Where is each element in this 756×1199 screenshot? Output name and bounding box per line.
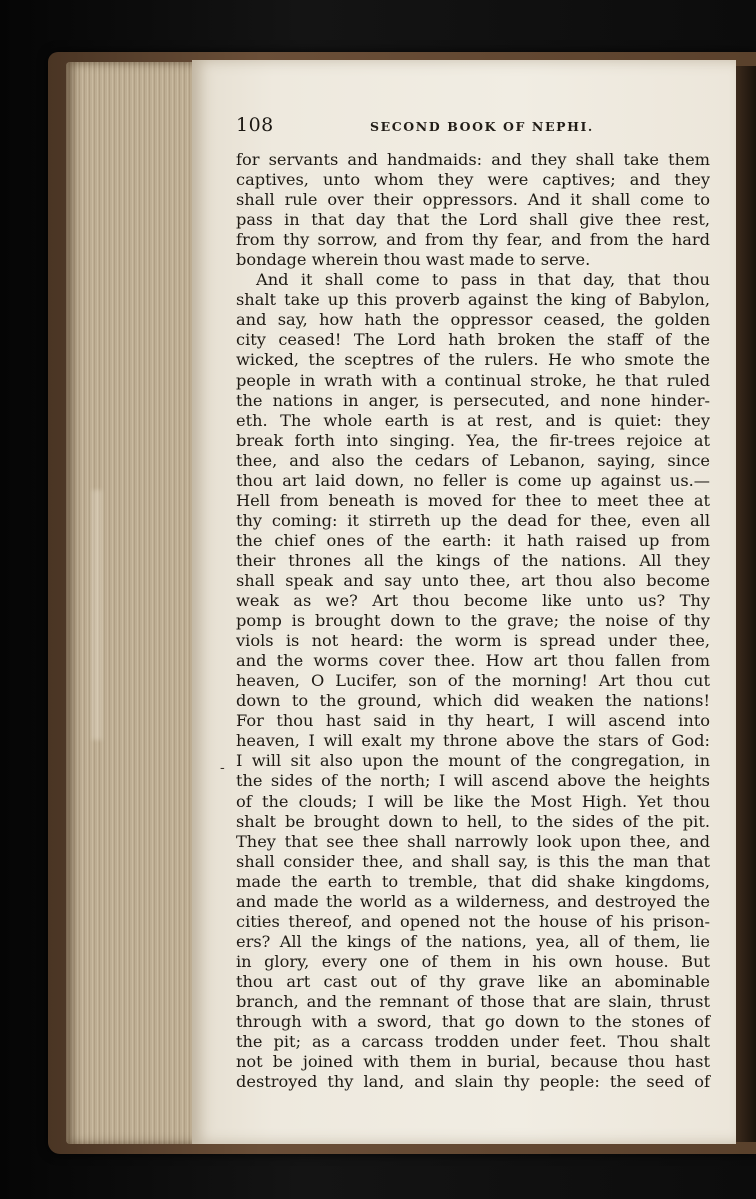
text-line: thee, and also the cedars of Lebanon, saying, since <box>236 450 710 470</box>
text-line: captives, unto whom they were captives; and they <box>236 170 710 190</box>
text-line: city ceased! The Lord hath broken the staff of the <box>236 330 710 350</box>
text-line: thou art laid down, no feller is come up against us.— <box>236 470 710 490</box>
running-title: SECOND BOOK OF NEPHI. <box>370 119 594 134</box>
text-line: destroyed thy land, and slain thy people: the seed of <box>236 1072 710 1092</box>
text-line: eth. The whole earth is at rest, and is quiet: they <box>236 410 710 430</box>
text-line: pomp is brought down to the grave; the noise of thy <box>236 611 710 631</box>
text-line: heaven, I will exalt my throne above the stars of God: <box>236 731 710 751</box>
text-line: shall consider thee, and shall say, is this the man that <box>236 851 710 871</box>
text-line: people in wrath with a continual stroke, he that ruled <box>236 370 710 390</box>
text-line: pass in that day that the Lord shall give thee rest, <box>236 210 710 230</box>
text-line: cities thereof, and opened not the house of his prison- <box>236 911 710 931</box>
text-line: For thou hast said in thy heart, I will ascend into <box>236 711 710 731</box>
margin-mark: - <box>220 760 225 776</box>
text-line: shall speak and say unto thee, art thou also become <box>236 570 710 590</box>
text-line: not be joined with them in burial, because thou hast <box>236 1052 710 1072</box>
text-line: break forth into singing. Yea, the fir-trees rejoice at <box>236 430 710 450</box>
text-line: down to the ground, which did weaken the nations! <box>236 691 710 711</box>
page-edge-highlight <box>92 490 102 740</box>
text-line: and made the world as a wilderness, and destroyed the <box>236 891 710 911</box>
text-line: and say, how hath the oppressor ceased, the golden <box>236 310 710 330</box>
text-line: from thy sorrow, and from thy fear, and from the hard <box>236 230 710 250</box>
text-line: ers? All the kings of the nations, yea, all of them, lie <box>236 931 710 951</box>
text-line: the chief ones of the earth: it hath raised up from <box>236 530 710 550</box>
text-line: for servants and handmaids: and they shall take them <box>236 150 710 169</box>
running-head <box>236 114 710 140</box>
text-line: through with a sword, that go down to the stones of <box>236 1012 710 1032</box>
body-text <box>236 150 710 1092</box>
text-line: in glory, every one of them in his own house. But <box>236 951 710 971</box>
text-line: They that see thee shall narrowly look upon thee, and <box>236 831 710 851</box>
text-line: weak as we? Art thou become like unto us? Thy <box>236 591 710 611</box>
text-line: thou art cast out of thy grave like an abominable <box>236 971 710 991</box>
text-line: the pit; as a carcass trodden under feet. Thou shalt <box>236 1032 710 1052</box>
page-number: 108 <box>236 114 274 136</box>
text-line: wicked, the sceptres of the rulers. He who smote the <box>236 350 710 370</box>
gutter-shadow <box>736 66 756 1142</box>
text-line: Hell from beneath is moved for thee to meet thee at <box>236 490 710 510</box>
text-line: thy coming: it stirreth up the dead for thee, even all <box>236 510 710 530</box>
text-line: their thrones all the kings of the nations. All they <box>236 550 710 570</box>
text-line: shalt be brought down to hell, to the sides of the pit. <box>236 811 710 831</box>
text-line: heaven, O Lucifer, son of the morning! Art thou cut <box>236 671 710 691</box>
text-line: of the clouds; I will be like the Most High. Yet thou <box>236 791 710 811</box>
text-line: shalt take up this proverb against the king of Babylon, <box>236 290 710 310</box>
page-edges <box>66 62 196 1144</box>
text-line: the nations in anger, is persecuted, and none hinder- <box>236 390 710 410</box>
text-line: the sides of the north; I will ascend above the heights <box>236 771 710 791</box>
text-line: branch, and the remnant of those that are slain, thrust <box>236 991 710 1011</box>
text-line: viols is not heard: the worm is spread under thee, <box>236 631 710 651</box>
text-line: I will sit also upon the mount of the congregation, in <box>236 751 710 771</box>
text-line: made the earth to tremble, that did shake kingdoms, <box>236 871 710 891</box>
text-line: And it shall come to pass in that day, that thou <box>256 270 710 290</box>
text-line: bondage wherein thou wast made to serve. <box>236 250 591 270</box>
text-line: shall rule over their oppressors. And it shall come to <box>236 190 710 210</box>
text-line: and the worms cover thee. How art thou fallen from <box>236 651 710 671</box>
